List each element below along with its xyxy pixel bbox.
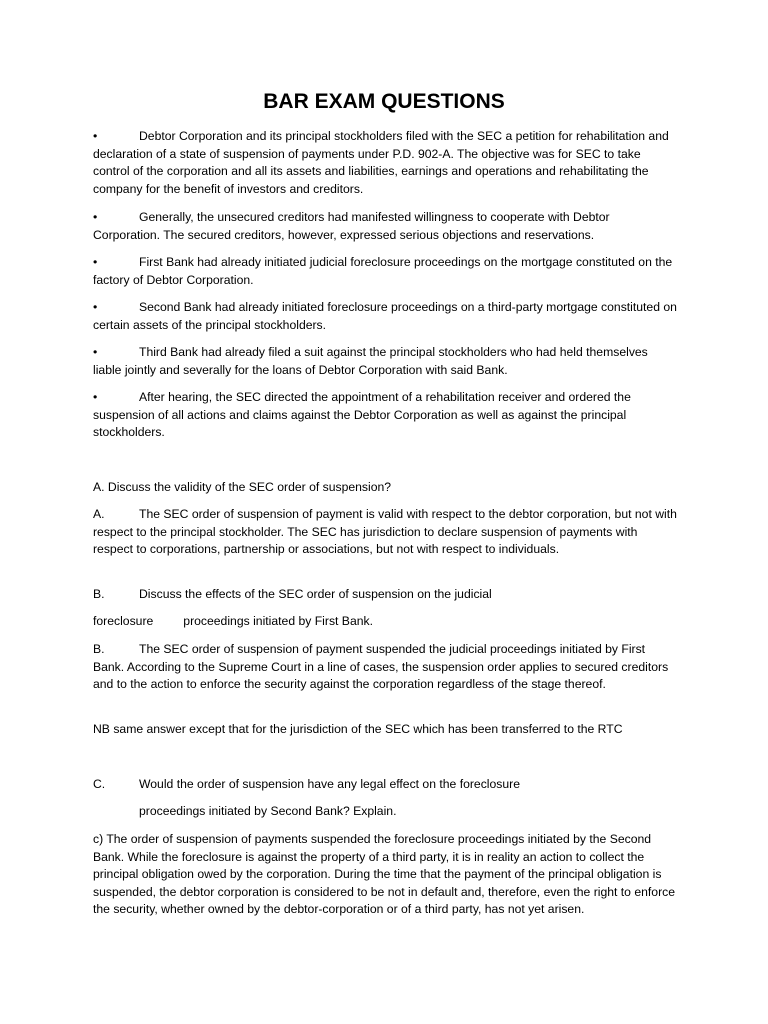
question-text: Would the order of suspension have any legal effect on the foreclosure <box>139 777 520 791</box>
bullet-paragraph <box>93 299 678 334</box>
bullet-text: Third Bank had already filed a suit against the principal stockholders who had held themselves liable jointly and severally for the loans of Debtor Corporation with said Bank. <box>93 345 648 377</box>
bullet-text: After hearing, the SEC directed the appointment of a rehabilitation receiver and ordered the suspension of all actions and claims against the Debtor Corporation as well as against the principal stockholders. <box>93 390 631 440</box>
question-text-part: proceedings initiated by First Bank. <box>183 614 373 628</box>
bullet-paragraph <box>93 344 678 379</box>
answer-label: A. <box>93 507 105 521</box>
bullet-text: Generally, the unsecured creditors had manifested willingness to cooperate with Debtor Corporation. The secured creditors, however, expressed serious objections and reservations. <box>93 210 610 242</box>
bullet-icon: • <box>93 390 98 404</box>
question-a: A. Discuss the validity of the SEC order of suspension? <box>93 480 392 494</box>
bullet-icon: • <box>93 210 98 224</box>
answer-text: The SEC order of suspension of payment suspended the judicial proceedings initiated by First Bank. According to the Supreme Court in a line of cases, the suspension order applies to secured creditors and to the action to enforce the security against the corporation regardless of the stage thereof. <box>93 642 669 692</box>
bullet-icon: • <box>93 129 98 143</box>
question-c-continued: proceedings initiated by Second Bank? Explain. <box>139 804 397 818</box>
bullet-icon: • <box>93 255 98 269</box>
answer-b <box>93 641 678 694</box>
answer-text: The SEC order of suspension of payment is valid with respect to the debtor corporation, but not with respect to the principal stockholder. The SEC has jurisdiction to declare suspension of payments with respect to corporations, partnership or associations, but not with respect to individuals. <box>93 507 677 557</box>
question-text-part: foreclosure <box>93 614 154 628</box>
question-c <box>93 776 678 794</box>
page-title: BAR EXAM QUESTIONS <box>263 90 505 113</box>
bullet-text: Second Bank had already initiated foreclosure proceedings on a third-party mortgage constituted on certain assets of the principal stockholders. <box>93 300 677 332</box>
question-text: Discuss the effects of the SEC order of suspension on the judicial <box>139 587 492 601</box>
bullet-paragraph <box>93 209 678 244</box>
bullet-icon: • <box>93 300 98 314</box>
note-nb: NB same answer except that for the jurisdiction of the SEC which has been transferred to the RTC <box>93 722 623 736</box>
answer-c: c) The order of suspension of payments suspended the foreclosure proceedings initiated by the Second Bank. While the foreclosure is against the property of a third party, it is in reality an action to collect the principal obligation owed by the corporation. During the time that the payment of the principal obligation is suspended, the debtor corporation is considered to be not in default and, therefore, even the right to enforce the security, whether owned by the debtor-corporation or of a third party, has not yet arisen. <box>93 832 676 917</box>
bullet-paragraph <box>93 389 678 442</box>
answer-label: B. <box>93 642 105 656</box>
answer-a <box>93 506 678 559</box>
bullet-icon: • <box>93 345 98 359</box>
question-label: B. <box>93 587 105 601</box>
bullet-paragraph <box>93 128 678 198</box>
question-b-continued <box>93 613 678 631</box>
question-b <box>93 586 678 604</box>
bullet-text: Debtor Corporation and its principal stockholders filed with the SEC a petition for rehabilitation and declaration of a state of suspension of payments under P.D. 902-A. The objective was for SEC to take control of the corporation and all its assets and liabilities, earnings and operations and rehabilitating the company for the benefit of investors and creditors. <box>93 129 669 196</box>
question-label: C. <box>93 777 106 791</box>
bullet-text: First Bank had already initiated judicial foreclosure proceedings on the mortgage constituted on the factory of Debtor Corporation. <box>93 255 673 287</box>
bullet-paragraph <box>93 254 678 289</box>
